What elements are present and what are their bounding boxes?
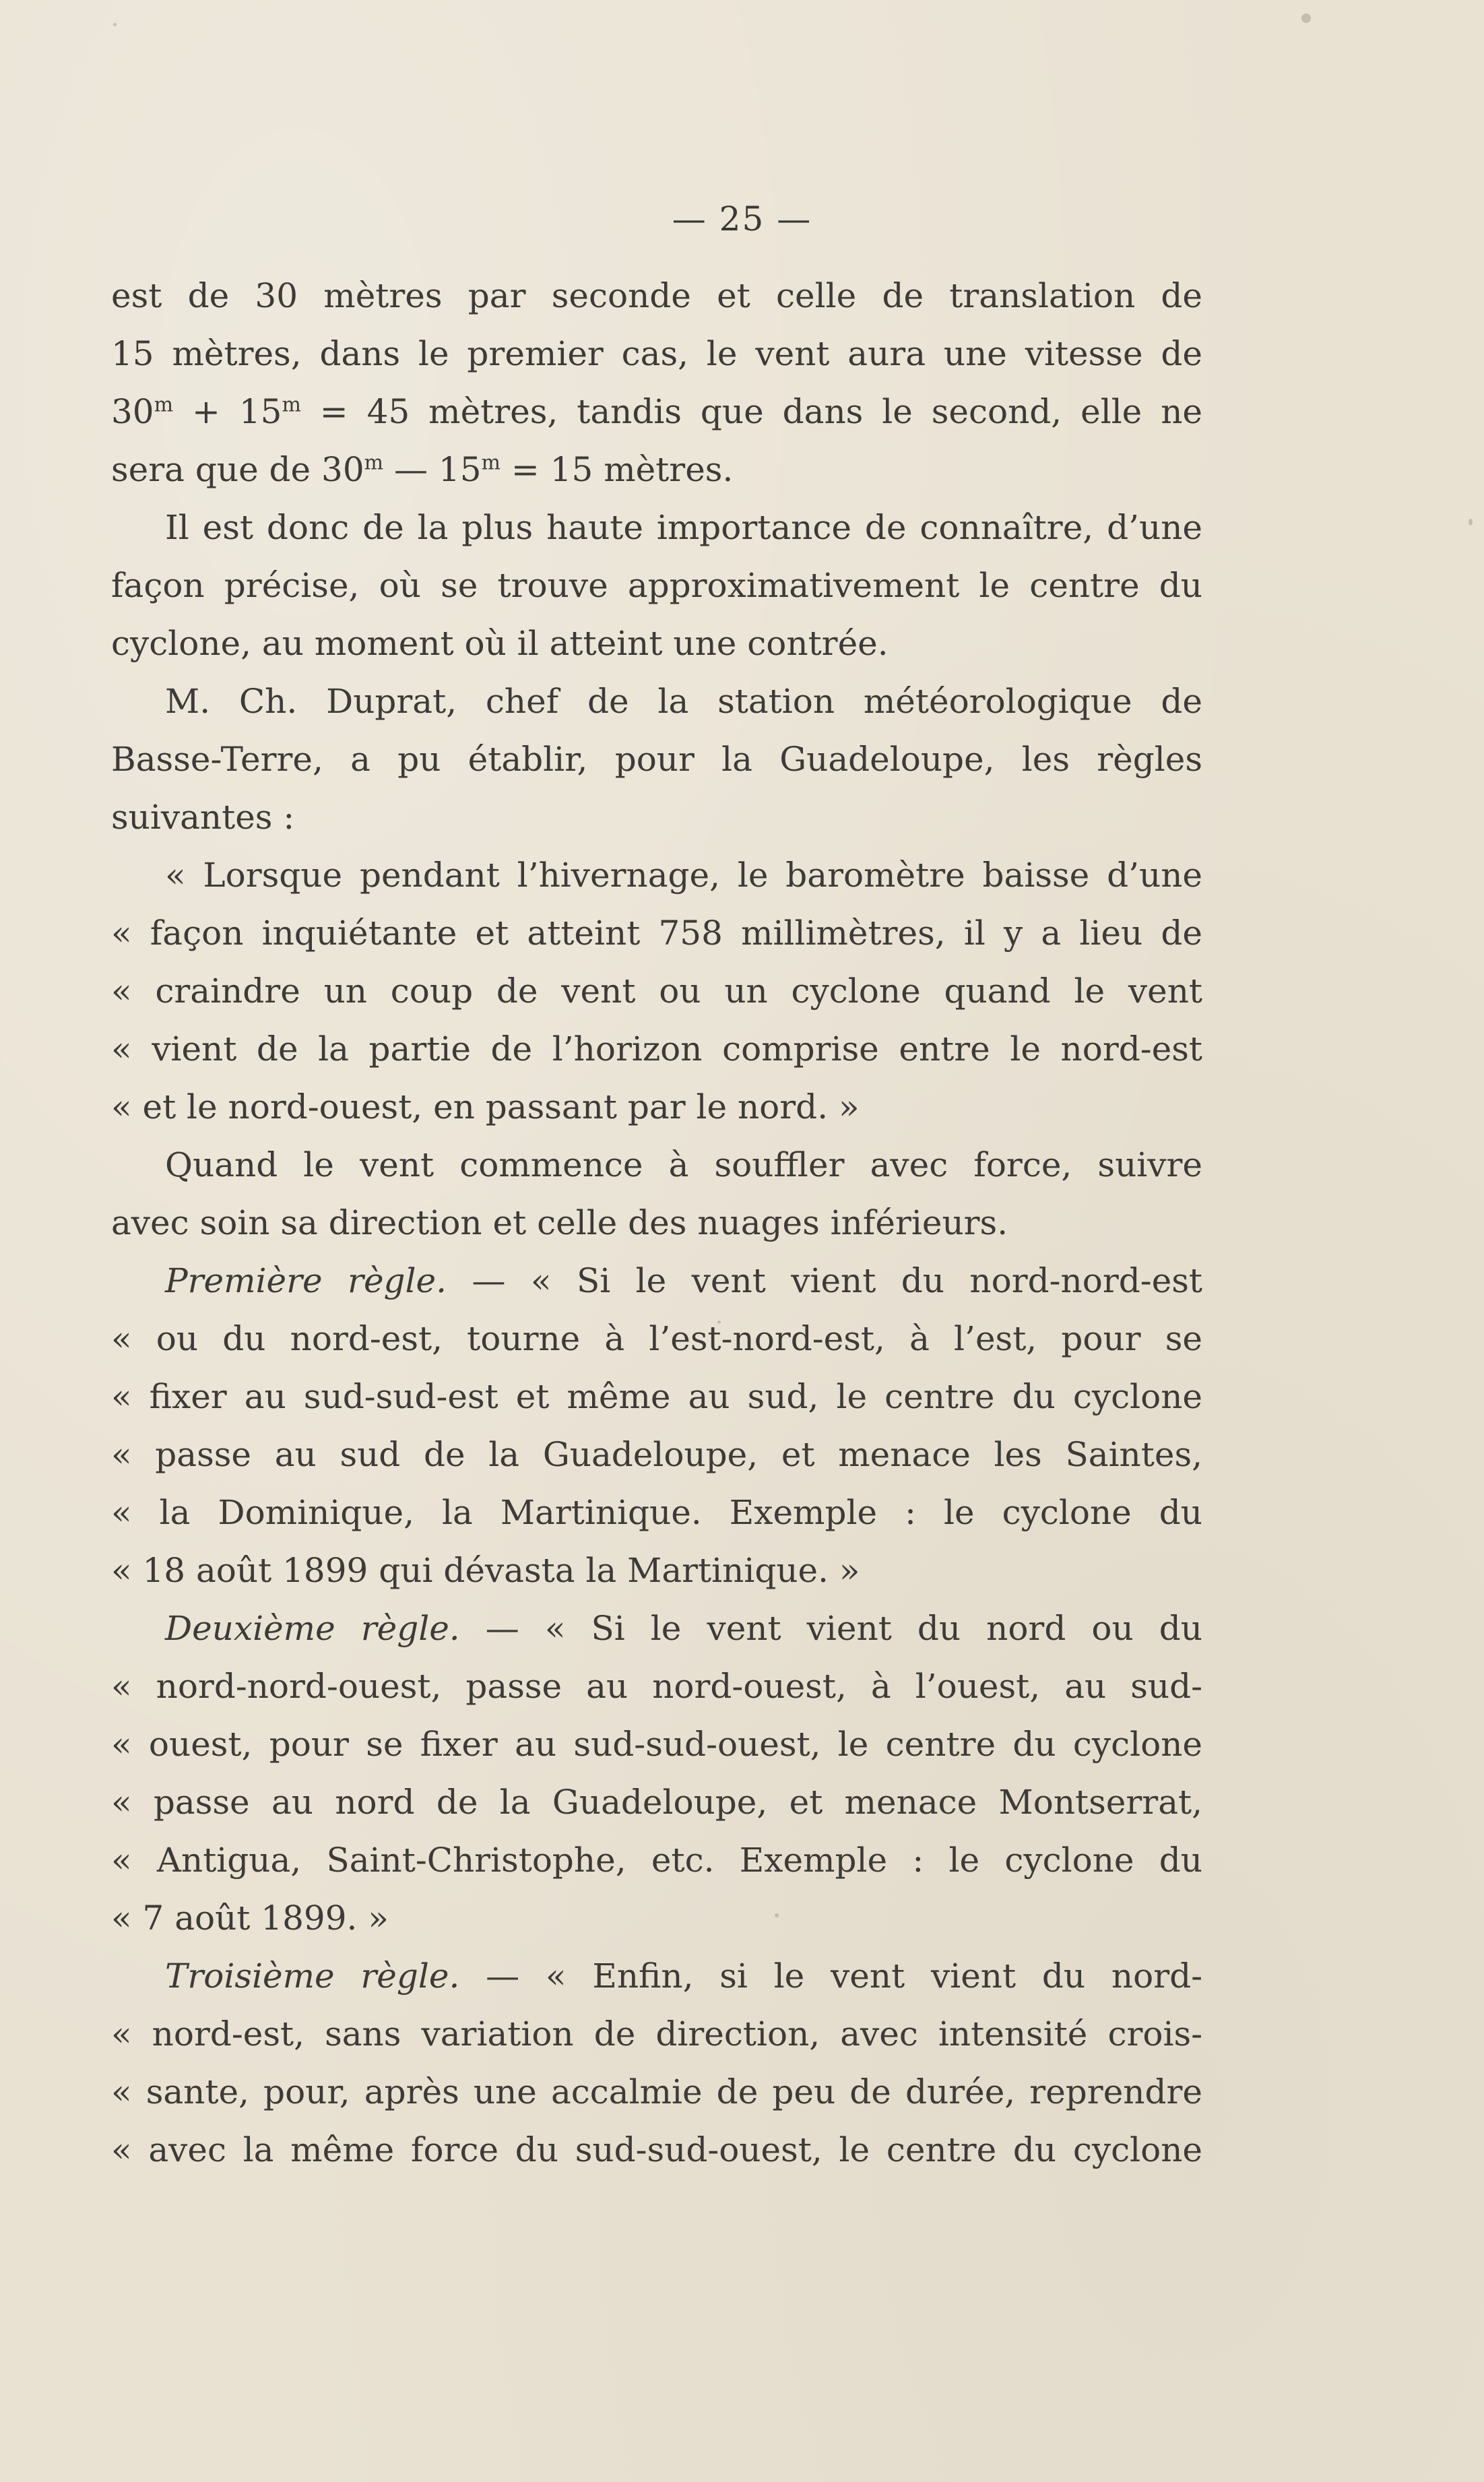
paper-speck bbox=[1301, 13, 1311, 23]
text-line bbox=[111, 962, 1202, 1020]
text-run: « 18 août 1899 qui dévasta la Martinique. » bbox=[111, 1551, 860, 1590]
text-run: « 7 août 1899. » bbox=[111, 1899, 389, 1938]
text-run: = 15 mètres. bbox=[501, 450, 734, 489]
text-line bbox=[111, 383, 1202, 441]
text-line bbox=[111, 1194, 1202, 1252]
text-line bbox=[111, 499, 1202, 556]
text-line bbox=[111, 2005, 1202, 2063]
text-line bbox=[111, 788, 1202, 846]
text-line bbox=[111, 614, 1202, 672]
text-run: « Antigua, Saint-Christophe, etc. Exemple : le cyclone du bbox=[111, 1841, 1202, 1880]
paper-speck bbox=[717, 1320, 721, 1324]
text-line bbox=[111, 904, 1202, 962]
text-run: « nord-est, sans variation de direction, avec intensité crois- bbox=[111, 2014, 1202, 2054]
paper-speck bbox=[113, 23, 117, 26]
text-line bbox=[111, 325, 1202, 383]
text-run: « sante, pour, après une accalmie de peu de durée, reprendre bbox=[111, 2072, 1202, 2111]
unit-superscript: m bbox=[282, 393, 301, 417]
text-run: « nord-nord-ouest, passe au nord-ouest, à l’ouest, au sud- bbox=[111, 1667, 1202, 1706]
text-line bbox=[111, 1426, 1202, 1484]
text-line bbox=[111, 1889, 1202, 1947]
text-run: façon précise, où se trouve approximativement le centre du bbox=[111, 566, 1202, 605]
text-run: « la Dominique, la Martinique. Exemple : le cyclone du bbox=[111, 1493, 1202, 1532]
unit-superscript: m bbox=[364, 451, 384, 475]
text-run: « passe au nord de la Guadeloupe, et menace Montserrat, bbox=[111, 1783, 1202, 1822]
text-line bbox=[111, 1599, 1202, 1657]
text-run: + 15 bbox=[173, 392, 282, 431]
text-line bbox=[111, 1020, 1202, 1078]
text-line bbox=[111, 556, 1202, 614]
text-run: « passe au sud de la Guadeloupe, et menace les Saintes, bbox=[111, 1435, 1202, 1474]
text-run: « et le nord-ouest, en passant par le nord. » bbox=[111, 1087, 860, 1126]
paper-speck bbox=[1469, 519, 1473, 526]
text-run: « fixer au sud-sud-est et même au sud, le centre du cyclone bbox=[111, 1377, 1202, 1416]
text-line bbox=[111, 1252, 1202, 1310]
page-number: — 25 — bbox=[672, 199, 812, 238]
text-line bbox=[111, 1773, 1202, 1831]
text-run: 15 mètres, dans le premier cas, le vent aura une vitesse de bbox=[111, 334, 1202, 373]
text-run: Quand le vent commence à souffler avec force, suivre bbox=[165, 1145, 1202, 1184]
text-line bbox=[111, 1831, 1202, 1889]
text-line bbox=[111, 1715, 1202, 1773]
text-run: — « Enfin, si le vent vient du nord- bbox=[459, 1956, 1202, 1996]
text-run: « Lorsque pendant l’hivernage, le baromètre baisse d’une bbox=[165, 856, 1202, 895]
text-run: Il est donc de la plus haute importance de connaître, d’une bbox=[165, 508, 1202, 547]
text-line bbox=[111, 1310, 1202, 1368]
unit-superscript: m bbox=[481, 451, 501, 475]
text-line bbox=[111, 441, 1202, 499]
text-run: Basse-Terre, a pu établir, pour la Guadeloupe, les règles bbox=[111, 740, 1202, 779]
text-line bbox=[111, 1368, 1202, 1426]
text-run: sera que de 30 bbox=[111, 450, 364, 489]
rule-heading: Troisième règle. bbox=[165, 1956, 460, 1996]
text-line bbox=[111, 1947, 1202, 2005]
text-line bbox=[111, 2063, 1202, 2121]
text-run: est de 30 mètres par seconde et celle de translation de bbox=[111, 276, 1202, 315]
text-line bbox=[111, 1136, 1202, 1194]
text-line bbox=[111, 846, 1202, 904]
text-run: — « Si le vent vient du nord-nord-est bbox=[447, 1261, 1202, 1300]
text-run: « vient de la partie de l’horizon comprise entre le nord-est bbox=[111, 1029, 1202, 1069]
text-run: « façon inquiétante et atteint 758 millimètres, il y a lieu de bbox=[111, 914, 1202, 953]
unit-superscript: m bbox=[154, 393, 174, 417]
text-run: « ou du nord-est, tourne à l’est-nord-est, à l’est, pour se bbox=[111, 1319, 1202, 1358]
text-run: = 45 mètres, tandis que dans le second, elle ne bbox=[300, 392, 1202, 431]
rule-heading: Deuxième règle. bbox=[165, 1609, 460, 1648]
text-run: « craindre un coup de vent ou un cyclone quand le vent bbox=[111, 972, 1202, 1011]
paper-speck bbox=[775, 1913, 779, 1917]
text-line bbox=[111, 1541, 1202, 1599]
text-line bbox=[111, 267, 1202, 325]
rule-heading: Première règle. bbox=[165, 1261, 447, 1300]
text-line bbox=[111, 672, 1202, 730]
body-text bbox=[111, 267, 1202, 2179]
text-run: avec soin sa direction et celle des nuages inférieurs. bbox=[111, 1203, 1008, 1242]
text-run: — « Si le vent vient du nord ou du bbox=[459, 1609, 1202, 1648]
text-line bbox=[111, 1078, 1202, 1136]
text-run: « avec la même force du sud-sud-ouest, le centre du cyclone bbox=[111, 2130, 1202, 2169]
text-run: suivantes : bbox=[111, 798, 295, 837]
text-run: — 15 bbox=[383, 450, 482, 489]
text-line bbox=[111, 1657, 1202, 1715]
text-line bbox=[111, 2121, 1202, 2179]
text-run: cyclone, au moment où il atteint une contrée. bbox=[111, 624, 889, 663]
text-line bbox=[111, 730, 1202, 788]
text-run: M. Ch. Duprat, chef de la station météorologique de bbox=[165, 682, 1202, 721]
text-run: « ouest, pour se fixer au sud-sud-ouest, le centre du cyclone bbox=[111, 1725, 1202, 1764]
text-line bbox=[111, 1484, 1202, 1541]
text-run: 30 bbox=[111, 392, 154, 431]
